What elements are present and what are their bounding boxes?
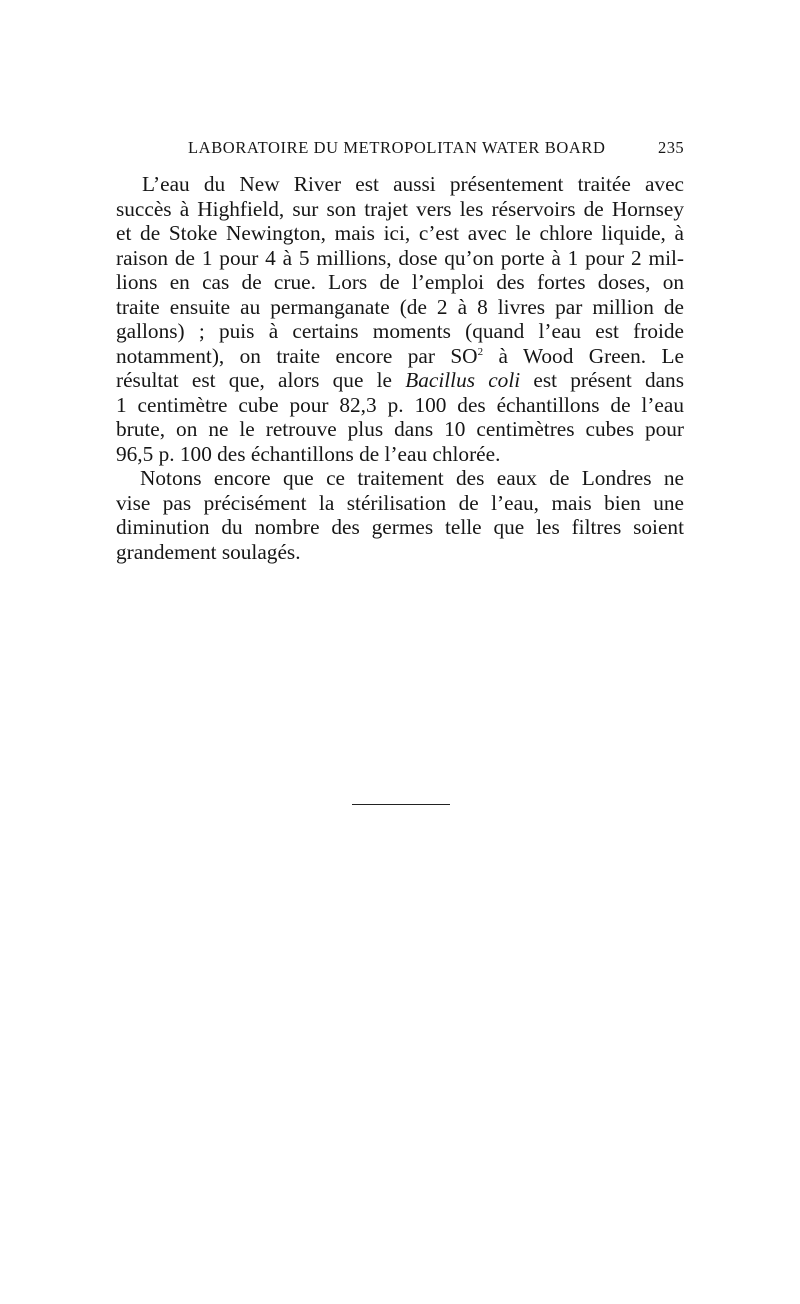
paragraph-line <box>116 368 684 393</box>
line-text: à Wood Green. Le <box>483 343 684 368</box>
paragraph-line: 96,5 p. 100 des échantillons de l’eau chlorée. <box>116 441 501 466</box>
page-number: 235 <box>658 138 684 157</box>
paragraph-line: grandement soulagés. <box>116 539 301 564</box>
running-title: LABORATOIRE DU METROPOLITAN WATER BOARD <box>188 138 606 157</box>
italic-term: Bacillus coli <box>405 368 521 392</box>
paragraph-line: Notons encore que ce traitement des eaux de Londres ne <box>140 466 684 490</box>
paragraph-line: diminution du nombre des germes telle que les filtres soient <box>116 515 684 539</box>
section-end-rule <box>352 804 450 805</box>
line-text: est présent dans <box>520 368 684 392</box>
paragraph-line: et de Stoke Newington, mais ici, c’est avec le chlore liquide, à <box>116 221 684 245</box>
superscript: 2 <box>477 345 484 358</box>
line-text: notamment), on traite encore par SO <box>116 343 478 368</box>
paragraph-line: raison de 1 pour 4 à 5 millions, dose qu’on porte à 1 pour 2 mil- <box>116 245 684 270</box>
paragraph-line: vise pas précisément la stérilisation de l’eau, mais bien une <box>116 490 684 515</box>
paragraph-line: 1 centimètre cube pour 82,3 p. 100 des échantillons de l’eau <box>116 392 684 417</box>
body-text <box>116 172 684 564</box>
line-text: résultat est que, alors que le <box>116 368 406 392</box>
paragraph-line: succès à Highfield, sur son trajet vers les réservoirs de Hornsey <box>116 196 684 221</box>
paragraph-2 <box>116 466 684 564</box>
paragraph-1 <box>116 172 684 466</box>
paragraph-line <box>116 344 684 369</box>
paragraph-line: gallons) ; puis à certains moments (quand l’eau est froide <box>116 319 684 343</box>
paragraph-line: L’eau du New River est aussi présentement traitée avec <box>142 172 684 196</box>
running-head <box>118 138 684 166</box>
paragraph-line: traite ensuite au permanganate (de 2 à 8 livres par million de <box>116 294 684 319</box>
paragraph-line: lions en cas de crue. Lors de l’emploi des fortes doses, on <box>116 270 684 294</box>
paragraph-line: brute, on ne le retrouve plus dans 10 centimètres cubes pour <box>116 417 684 441</box>
